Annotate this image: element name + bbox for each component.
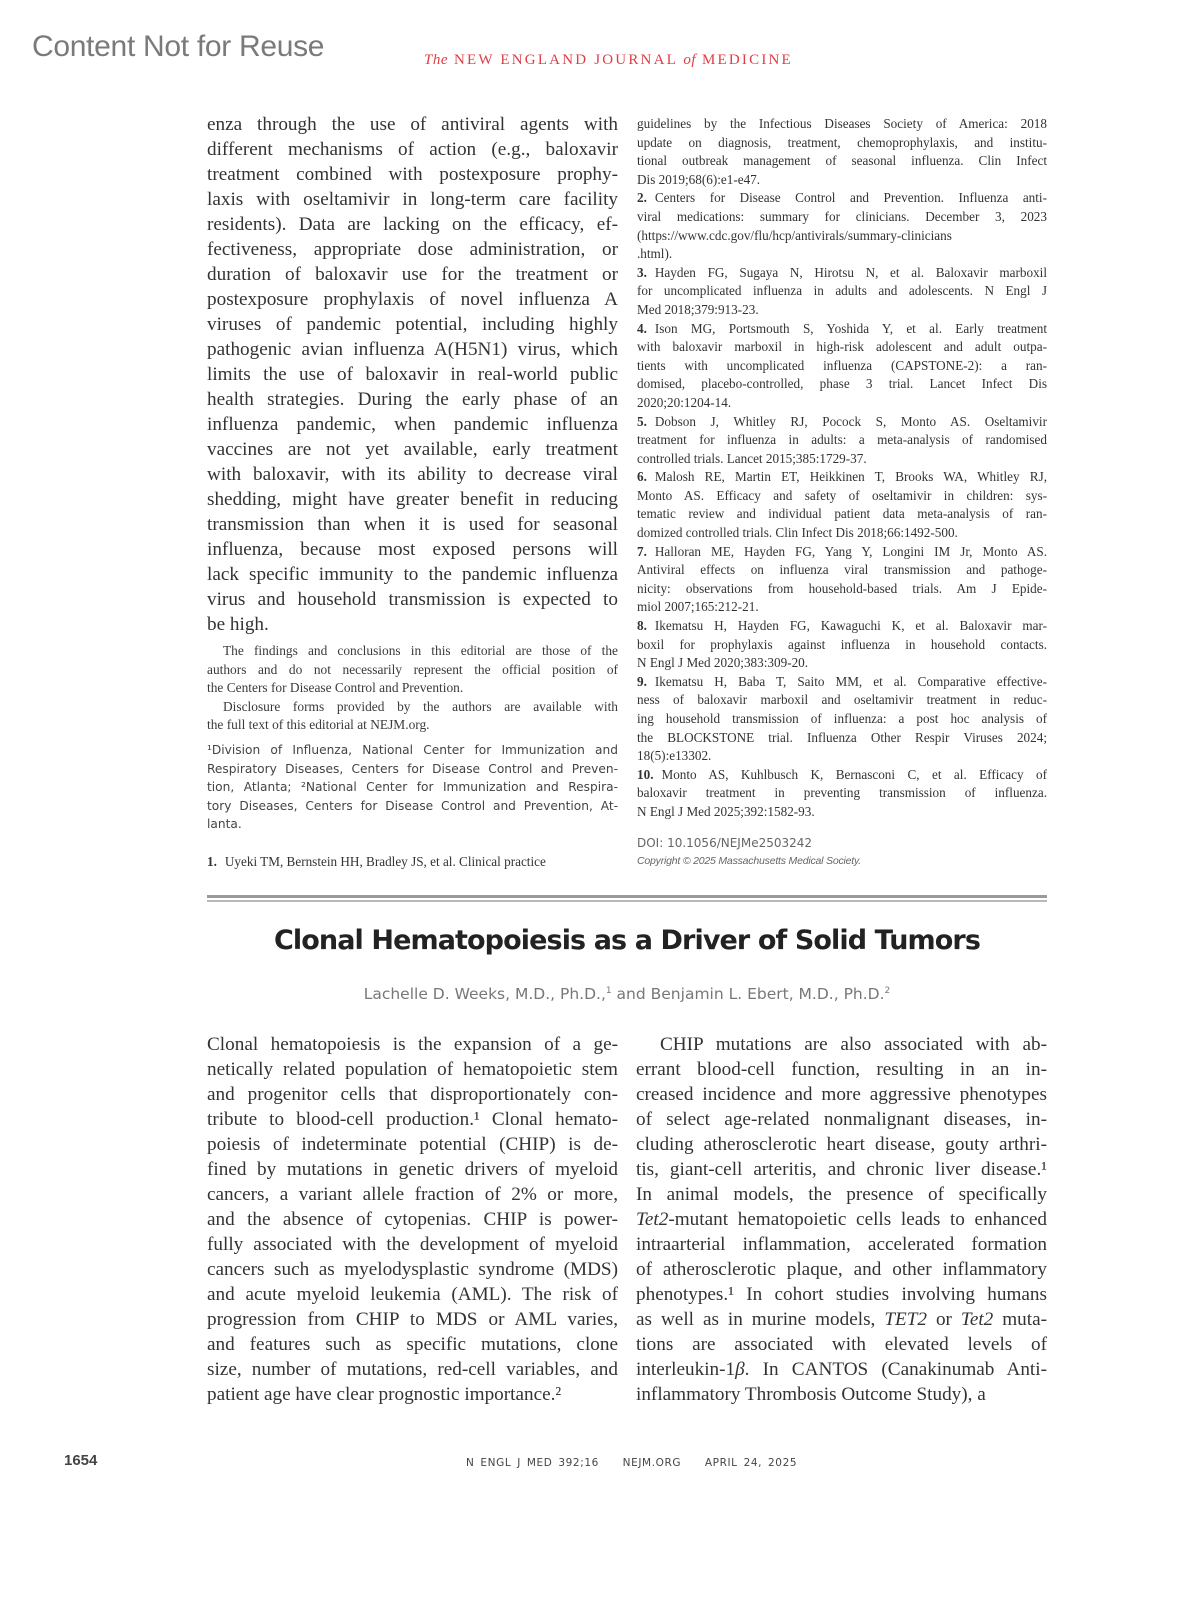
reference-1 — [207, 853, 618, 872]
article-line: of select age-related nonmalignant diseases, in- — [636, 1109, 1047, 1130]
body-line: transmission than when it is used for seasonal — [207, 514, 618, 535]
disclaimer-line: authors and do not necessarily represent the official position of — [207, 661, 618, 677]
article-line: fined by mutations in genetic drivers of myeloid — [207, 1159, 618, 1180]
body-line: pathogenic avian influenza A(H5N1) virus, which — [207, 339, 618, 360]
article-line: size, number of mutations, red-cell variables, and — [207, 1359, 618, 1380]
article-line: tions are associated with elevated levels of — [636, 1334, 1047, 1355]
reference-list — [637, 115, 1047, 822]
body-line: viruses of pandemic potential, including highly — [207, 314, 618, 335]
reference-number: 7. — [637, 543, 647, 559]
article-line: In animal models, the presence of specifically — [636, 1184, 1047, 1205]
masthead-the: The — [424, 52, 448, 68]
article-line: as well as in murine models, TET2 or Tet2 muta- — [636, 1309, 1047, 1330]
article-line: tis, giant-cell arteritis, and chronic liver disease.¹ — [636, 1159, 1047, 1180]
reference-line: Med 2018;379:913-23. — [637, 301, 759, 317]
body-line: be high. — [207, 614, 269, 635]
article-left-column — [207, 1032, 618, 1407]
disclosure-line: the full text of this editorial at NEJM.org. — [207, 717, 430, 733]
article-line: intraarterial inflammation, accelerated formation — [636, 1234, 1047, 1255]
reference-line: N Engl J Med 2020;383:309-20. — [637, 655, 809, 671]
reference-item — [637, 115, 1047, 189]
reference-item — [637, 766, 1047, 822]
reference-text: Centers for Disease Control and Prevention. Influenza anti- — [654, 190, 1047, 206]
article-line: tribute to blood-cell production.¹ Clonal hemato- — [207, 1109, 618, 1130]
body-line: vaccines are not yet available, early treatment — [207, 439, 618, 460]
editorial-body — [207, 112, 618, 637]
reference-text: Ison MG, Portsmouth S, Yoshida Y, et al. Early treatment — [654, 320, 1047, 336]
affiliation-line: tion, Atlanta; ²National Center for Immunization and Respira- — [207, 780, 618, 795]
reference-line — [637, 617, 1047, 636]
article-authors — [0, 985, 1200, 1003]
reference-line: 2020;20:1204-14. — [637, 394, 732, 410]
references-column — [637, 115, 1047, 867]
reference-number: 3. — [637, 264, 647, 280]
affiliation-line: lanta. — [207, 817, 242, 832]
body-line: health strategies. During the early phase of an — [207, 389, 618, 410]
doi: DOI: 10.1056/NEJMe2503242 — [637, 835, 813, 850]
reference-number: 9. — [637, 673, 647, 689]
reference-text: Hayden FG, Sugaya N, Hirotsu N, et al. Baloxavir marboxil — [654, 264, 1047, 280]
reference-item — [637, 189, 1047, 263]
author-1: Lachelle D. Weeks, M.D., Ph.D., — [363, 985, 606, 1003]
reference-line: with baloxavir marboxil in high-risk adolescent and adult outpa- — [637, 339, 1047, 355]
body-line: influenza pandemic, when pandemic influenza — [207, 414, 618, 435]
reference-line: domised, placebo-controlled, phase 3 trial. Lancet Infect Dis — [637, 376, 1047, 392]
disclosure-line: Disclosure forms provided by the authors are available with — [223, 698, 618, 714]
article-line: cancers such as myelodysplastic syndrome (MDS) — [207, 1259, 618, 1280]
author-affiliations — [207, 741, 618, 834]
authors-conjunction: and — [611, 985, 651, 1003]
article-title: Clonal Hematopoiesis as a Driver of Solid Tumors — [273, 925, 981, 956]
article-line: errant blood-cell function, resulting in an in- — [636, 1059, 1047, 1080]
reference-line — [637, 413, 1047, 432]
journal-citation: N ENGL J MED 392;16 NEJM.ORG APRIL 24, 2025 — [466, 1457, 798, 1469]
reference-line: Dis 2019;68(6):e1-e47. — [637, 171, 761, 187]
reference-text: Ikematsu H, Baba T, Saito MM, et al. Comparative effective- — [654, 673, 1047, 689]
author-1-affil: 1 — [605, 985, 612, 996]
reference-text: Halloran ME, Hayden FG, Yang Y, Longini IM Jr, Monto AS. — [654, 543, 1047, 559]
article-line: Clonal hematopoiesis is the expansion of a ge- — [207, 1034, 618, 1055]
article-line: and progenitor cells that disproportionately con- — [207, 1084, 618, 1105]
reference-line — [637, 320, 1047, 339]
masthead-part2: MEDICINE — [701, 52, 793, 68]
editorial-disclosure — [207, 698, 618, 735]
article-line: poiesis of indeterminate potential (CHIP) is de- — [207, 1134, 618, 1155]
reference-line: for uncomplicated influenza in adults and adolescents. N Engl J — [637, 283, 1047, 299]
page-number: 1654 — [64, 1452, 98, 1469]
article-line: and the absence of cytopenias. CHIP is power- — [207, 1209, 618, 1230]
reference-number: 2. — [637, 190, 647, 206]
body-line: residents). Data are lacking on the efficacy, ef- — [207, 214, 618, 235]
reference-line: the BLOCKSTONE trial. Influenza Other Respir Viruses 2024; — [637, 729, 1047, 745]
article-line: and acute myeloid leukemia (AML). The risk of — [207, 1284, 618, 1305]
reference-line: nicity: observations from household-based trials. Am J Epide- — [637, 580, 1047, 596]
reference-number: 5. — [637, 413, 647, 429]
disclaimer-line: the Centers for Disease Control and Prevention. — [207, 680, 464, 696]
article-line: Tet2-mutant hematopoietic cells leads to enhanced — [636, 1209, 1047, 1230]
reference-line: N Engl J Med 2025;392:1582-93. — [637, 803, 815, 819]
journal-masthead — [424, 52, 793, 69]
article-line: cluding atherosclerotic heart disease, gouty arthri- — [636, 1134, 1047, 1155]
body-line: different mechanisms of action (e.g., baloxavir — [207, 139, 618, 160]
affiliation-line: Respiratory Diseases, Centers for Disease Control and Preven- — [207, 761, 618, 776]
reference-item — [637, 673, 1047, 766]
watermark: Content Not for Reuse — [32, 30, 325, 63]
reference-number: 4. — [637, 320, 647, 336]
masthead-of: of — [683, 52, 697, 68]
reference-line: controlled trials. Lancet 2015;385:1729-37. — [637, 450, 867, 466]
reference-line — [637, 543, 1047, 562]
reference-text: Malosh RE, Martin ET, Heikkinen T, Brooks WA, Whitley RJ, — [654, 469, 1047, 485]
body-line: influenza, because most exposed persons will — [207, 539, 618, 560]
body-line: laxis with oseltamivir in long-term care facility — [207, 189, 618, 210]
section-divider — [207, 895, 1047, 898]
reference-line — [637, 189, 1047, 208]
reference-item — [637, 413, 1047, 469]
body-line: enza through the use of antiviral agents with — [207, 114, 618, 135]
article-line: inflammatory Thrombosis Outcome Study), a — [636, 1384, 986, 1405]
reference-number: 6. — [637, 469, 647, 485]
article-line: and features such as specific mutations, clone — [207, 1334, 618, 1355]
body-line: with baloxavir, with its ability to decrease viral — [207, 464, 618, 485]
article-line: progression from CHIP to MDS or AML varies, — [207, 1309, 618, 1330]
editorial-left-column — [207, 112, 618, 872]
body-line: postexposure prophylaxis of novel influenza A — [207, 289, 618, 310]
reference-line: Monto AS. Efficacy and safety of oseltamivir in children: sys- — [637, 487, 1047, 503]
reference-item — [637, 617, 1047, 673]
editorial-disclaimer — [207, 642, 618, 698]
reference-text: Uyeki TM, Bernstein HH, Bradley JS, et al. Clinical practice — [224, 853, 546, 869]
body-line: lack specific immunity to the pandemic influenza — [207, 564, 618, 585]
reference-line: boxil for prophylaxis against influenza in household contacts. — [637, 636, 1047, 652]
affiliation-line: ¹Division of Influenza, National Center for Immunization and — [207, 742, 618, 757]
body-line: fectiveness, appropriate dose administration, or — [207, 239, 618, 260]
body-line: duration of baloxavir use for the treatment or — [207, 264, 618, 285]
reference-line: tional outbreak management of seasonal influenza. Clin Infect — [637, 153, 1047, 169]
masthead-part1: NEW ENGLAND JOURNAL — [453, 52, 678, 68]
reference-item — [637, 543, 1047, 617]
body-line: limits the use of baloxavir in real-world public — [207, 364, 618, 385]
copyright: Copyright © 2025 Massachusetts Medical Society. — [637, 854, 861, 867]
reference-line: .html). — [637, 246, 673, 262]
article-line: interleukin-1β. In CANTOS (Canakinumab Anti- — [636, 1359, 1047, 1380]
reference-line: guidelines by the Infectious Diseases Society of America: 2018 — [637, 116, 1047, 131]
reference-line: treatment for influenza in adults: a meta-analysis of randomised — [637, 432, 1047, 448]
article-right-column — [636, 1032, 1047, 1407]
reference-text: Monto AS, Kuhlbusch K, Bernasconi C, et al. Efficacy of — [661, 766, 1047, 782]
reference-number: 10. — [637, 766, 654, 782]
reference-line: update on diagnosis, treatment, chemoprophylaxis, and institu- — [637, 134, 1047, 150]
affiliation-line: tory Diseases, Centers for Disease Control and Prevention, At- — [207, 798, 618, 813]
reference-line — [637, 673, 1047, 692]
author-2-affil: 2 — [884, 985, 891, 996]
reference-line: viral medications: summary for clinicians. December 3, 2023 — [637, 208, 1047, 224]
author-2: Benjamin L. Ebert, M.D., Ph.D. — [650, 985, 885, 1003]
reference-text: Dobson J, Whitley RJ, Pocock S, Monto AS. Oseltamivir — [654, 413, 1047, 429]
reference-line — [637, 264, 1047, 283]
reference-item — [637, 264, 1047, 320]
article-line: patient age have clear prognostic importance.² — [207, 1384, 562, 1405]
article-line: creased incidence and more aggressive phenotypes — [636, 1084, 1047, 1105]
reference-line: (https://www.cdc.gov/flu/hcp/antivirals/summary-clinicians — [637, 227, 952, 243]
reference-line: miol 2007;165:212-21. — [637, 599, 759, 615]
body-line: virus and household transmission is expected to — [207, 589, 618, 610]
disclaimer-line: The findings and conclusions in this editorial are those of the — [223, 643, 618, 658]
reference-line: domized controlled trials. Clin Infect Dis 2018;66:1492-500. — [637, 525, 958, 541]
reference-number: 1. — [207, 853, 217, 869]
reference-line — [637, 468, 1047, 487]
article-line: of atherosclerotic plaque, and other inflammatory — [636, 1259, 1047, 1280]
body-line: shedding, might have greater benefit in reducing — [207, 489, 618, 510]
reference-line: tients with uncomplicated influenza (CAPSTONE-2): a ran- — [637, 357, 1047, 373]
reference-line — [637, 766, 1047, 785]
article-line: CHIP mutations are also associated with ab- — [660, 1034, 1047, 1055]
article-line: fully associated with the development of myeloid — [207, 1234, 618, 1255]
reference-item — [637, 320, 1047, 413]
reference-line: baloxavir treatment in preventing transmission of influenza. — [637, 785, 1047, 801]
reference-line: tematic review and individual patient data meta-analysis of ran- — [637, 506, 1047, 522]
article-line: cancers, a variant allele fraction of 2% or more, — [207, 1184, 618, 1205]
reference-line: Antiviral effects on influenza viral transmission and pathoge- — [637, 562, 1047, 578]
article-line: phenotypes.¹ In cohort studies involving humans — [636, 1284, 1047, 1305]
section-divider-secondary — [207, 900, 1047, 902]
reference-text: Ikematsu H, Hayden FG, Kawaguchi K, et al. Baloxavir mar- — [654, 618, 1047, 634]
reference-number: 8. — [637, 618, 647, 634]
article-line: netically related population of hematopoietic stem — [207, 1059, 618, 1080]
reference-line: ing household transmission of influenza: a post hoc analysis of — [637, 711, 1047, 726]
reference-item — [637, 468, 1047, 542]
body-line: treatment combined with postexposure prophy- — [207, 164, 618, 185]
reference-line: 18(5):e13302. — [637, 748, 712, 764]
reference-line: ness of baloxavir marboxil and oseltamivir treatment in reduc- — [637, 692, 1047, 708]
